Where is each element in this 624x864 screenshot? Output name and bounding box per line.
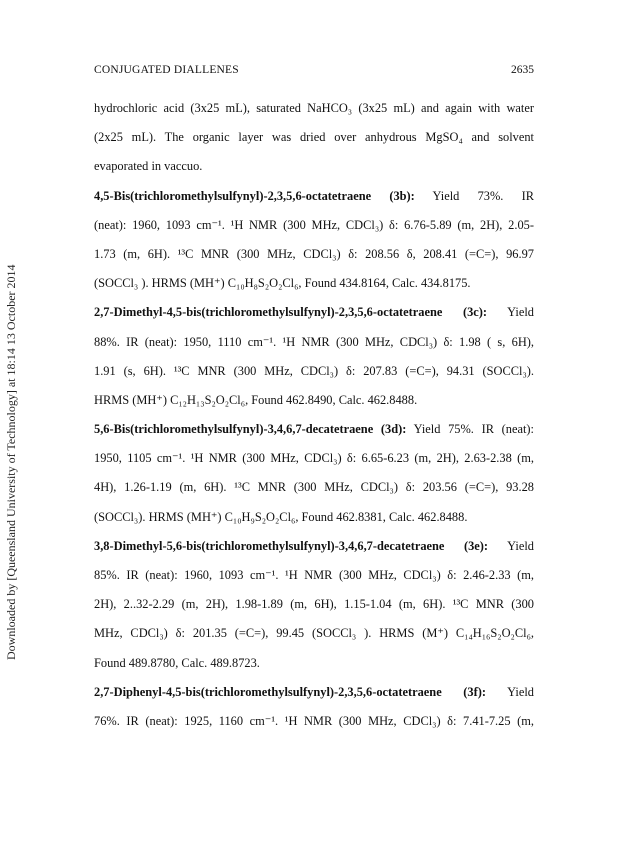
text-line: [94, 94, 534, 123]
line-text: Yield: [488, 538, 534, 553]
compound-name: 4,5-Bis(trichloromethylsulfynyl)-2,3,5,6-octatetraene (3b):: [94, 188, 415, 203]
text-line: [94, 386, 534, 415]
line-text: evaporated in vaccuo.: [94, 159, 203, 174]
text-line: [94, 269, 534, 298]
line-text: Found 489.8780, Calc. 489.8723.: [94, 655, 260, 670]
text-line: [94, 707, 534, 736]
line-text: HRMS (MH⁺) C₁₂H₁₃S₂O₂Cl₆, Found 462.8490, Calc. 462.8488.: [94, 392, 418, 407]
download-watermark: [4, 264, 19, 660]
text-line: [94, 561, 534, 590]
line-text: 2H), 2..32-2.29 (m, 2H), 1.98-1.89 (m, 6H), 1.15-1.04 (m, 6H). ¹³C MNR (300: [94, 597, 534, 612]
line-text: MHz, CDCl₃) δ: 201.35 (=C=), 99.45 (SOCCl₃ ). HRMS (M⁺) C₁₄H₁₆S₂O₂Cl₆,: [94, 626, 534, 641]
text-line: [94, 152, 534, 181]
line-text: 88%. IR (neat): 1950, 1110 cm⁻¹. ¹H NMR (300 MHz, CDCl₃) δ: 1.98 ( s, 6H),: [94, 334, 534, 349]
running-title: CONJUGATED DIALLENES: [94, 64, 239, 76]
text-line: [94, 357, 534, 386]
text-line: [94, 619, 534, 648]
line-text: 76%. IR (neat): 1925, 1160 cm⁻¹. ¹H NMR (300 MHz, CDCl₃) δ: 7.41-7.25 (m,: [94, 713, 534, 728]
text-line: [94, 415, 534, 444]
page-header: [94, 64, 534, 80]
text-line: [94, 590, 534, 619]
line-text: 1950, 1105 cm⁻¹. ¹H NMR (300 MHz, CDCl₃) δ: 6.65-6.23 (m, 2H), 2.63-2.38 (m,: [94, 451, 534, 466]
compound-name: 2,7-Dimethyl-4,5-bis(trichloromethylsulfynyl)-2,3,5,6-octatetraene (3c):: [94, 305, 488, 320]
text-line: [94, 211, 534, 240]
line-text: 1.91 (s, 6H). ¹³C MNR (300 MHz, CDCl₃) δ: 207.83 (=C=), 94.31 (SOCCl₃).: [94, 363, 534, 378]
compound-name: 2,7-Diphenyl-4,5-bis(trichloromethylsulfynyl)-2,3,5,6-octatetraene (3f):: [94, 684, 486, 699]
text-line: [94, 298, 534, 327]
experimental-text: [94, 94, 534, 736]
compound-name: 3,8-Dimethyl-5,6-bis(trichloromethylsulfynyl)-3,4,6,7-decatetraene (3e):: [94, 538, 489, 553]
line-text: 4H), 1.26-1.19 (m, 6H). ¹³C MNR (300 MHz, CDCl₃) δ: 203.56 (=C=), 93.28: [94, 480, 534, 495]
text-line: [94, 123, 534, 152]
text-line: [94, 649, 534, 678]
text-line: [94, 182, 534, 211]
text-line: [94, 328, 534, 357]
line-text: Yield: [486, 684, 534, 699]
text-line: [94, 532, 534, 561]
text-line: [94, 678, 534, 707]
text-line: [94, 503, 534, 532]
line-text: (2x25 mL). The organic layer was dried over anhydrous MgSO₄ and solvent: [94, 130, 534, 145]
text-line: [94, 444, 534, 473]
page-number: 2635: [511, 64, 534, 76]
download-note: Downloaded by [Queensland University of Technology] at 18:14 13 October 2014: [4, 264, 18, 660]
text-line: [94, 473, 534, 502]
line-text: Yield: [487, 305, 535, 320]
text-line: [94, 240, 534, 269]
line-text: Yield 75%. IR (neat):: [406, 422, 534, 437]
line-text: (SOCCl₃). HRMS (MH⁺) C₁₀H₉S₂O₂Cl₆, Found 462.8381, Calc. 462.8488.: [94, 509, 468, 524]
compound-name: 5,6-Bis(trichloromethylsulfynyl)-3,4,6,7-decatetraene (3d):: [94, 422, 407, 437]
line-text: (SOCCl₃ ). HRMS (MH⁺) C₁₀H₈S₂O₂Cl₆, Found 434.8164, Calc. 434.8175.: [94, 276, 471, 291]
line-text: hydrochloric acid (3x25 mL), saturated NaHCO₃ (3x25 mL) and again with water: [94, 101, 534, 115]
line-text: (neat): 1960, 1093 cm⁻¹. ¹H NMR (300 MHz, CDCl₃) δ: 6.76-5.89 (m, 2H), 2.05-: [94, 217, 534, 232]
line-text: 1.73 (m, 6H). ¹³C MNR (300 MHz, CDCl₃) δ: 208.56 δ, 208.41 (=C=), 96.97: [94, 246, 534, 261]
line-text: Yield 73%. IR: [414, 188, 534, 203]
line-text: 85%. IR (neat): 1960, 1093 cm⁻¹. ¹H NMR (300 MHz, CDCl₃) δ: 2.46-2.33 (m,: [94, 568, 534, 582]
